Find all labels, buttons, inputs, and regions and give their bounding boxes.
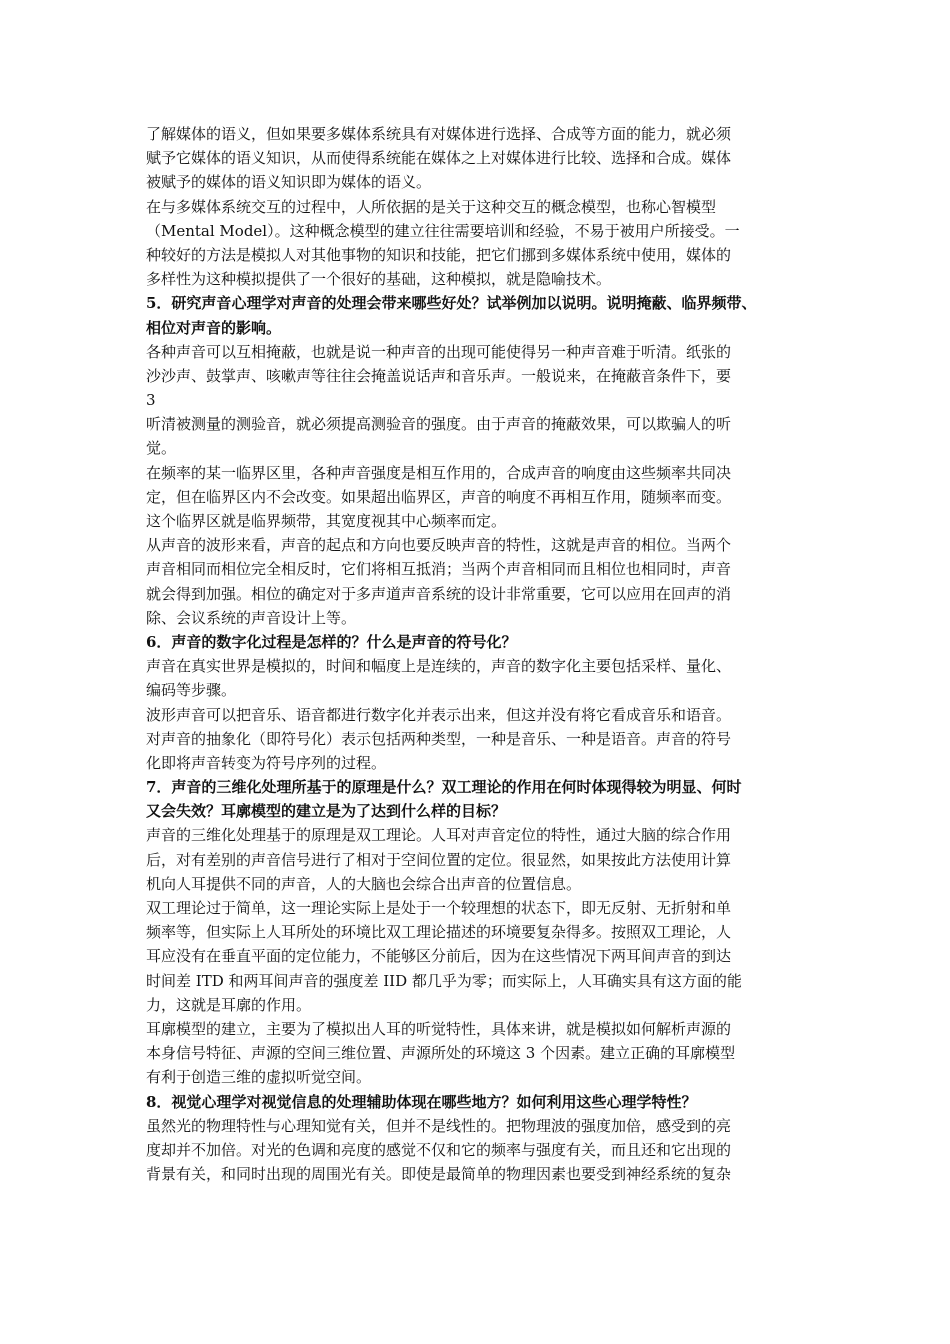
text-line: 种较好的方法是模拟人对其他事物的知识和技能，把它们挪到多媒体系统中使用，媒体的 (146, 245, 732, 264)
text-line: 赋予它媒体的语义知识，从而使得系统能在媒体之上对媒体进行比较、选择和合成。媒体 (146, 149, 732, 168)
text-line: 声音在真实世界是模拟的，时间和幅度上是连续的，声音的数字化主要包括采样、量化、 (146, 657, 732, 676)
text-line: 从声音的波形来看，声音的起点和方向也要反映声音的特性，这就是声音的相位。当两个 (146, 536, 732, 555)
text-line: 频率等，但实际上人耳所处的环境比双工理论描述的环境要复杂得多。按照双工理论，人 (146, 923, 732, 942)
text-line: 虽然光的物理特性与心理知觉有关，但并不是线性的。把物理波的强度加倍，感受到的亮 (146, 1116, 732, 1135)
text-line: 对声音的抽象化（即符号化）表示包括两种类型，一种是音乐、一种是语音。声音的符号 (146, 729, 732, 748)
text-line: 双工理论过于简单，这一理论实际上是处于一个较理想的状态下，即无反射、无折射和单 (146, 899, 732, 917)
text-line: 沙沙声、鼓掌声、咳嗽声等往往会掩盖说话声和音乐声。一般说来，在掩蔽音条件下，要 (146, 366, 732, 385)
text-line: 定，但在临界区内不会改变。如果超出临界区，声音的响度不再相互作用，随频率而变。 (146, 487, 732, 506)
text-line: 化即将声音转变为符号序列的过程。 (146, 753, 387, 772)
text-line: 3 (146, 391, 156, 410)
text-line: 力，这就是耳廓的作用。 (146, 995, 312, 1014)
text-line: 觉。 (146, 439, 177, 458)
document-body (146, 122, 816, 1186)
text-line: 听清被测量的测验音，就必须提高测验音的强度。由于声音的掩蔽效果，可以欺骗人的听 (146, 415, 732, 434)
text-line: 时间差 ITD 和两耳间声音的强度差 IID 都几乎为零；而实际上，人耳确实具有这方面的能 (146, 971, 742, 990)
question-heading-line: 6．声音的数字化过程是怎样的？什么是声音的符号化？ (146, 632, 517, 651)
text-line: 耳应没有在垂直平面的定位能力，不能够区分前后，因为在这些情况下两耳间声音的到达 (146, 947, 732, 966)
text-line: 就会得到加强。相位的确定对于多声道声音系统的设计非常重要，它可以应用在回声的消 (146, 584, 732, 603)
question-heading-line: 又会失效？耳廓模型的建立是为了达到什么样的目标？ (146, 802, 507, 821)
text-line: 背景有关，和同时出现的周围光有关。即使是最简单的物理因素也要受到神经系统的复杂 (146, 1165, 732, 1184)
text-line: 被赋予的媒体的语义知识即为媒体的语义。 (146, 173, 432, 192)
text-line: 后，对有差别的声音信号进行了相对于空间位置的定位。很显然，如果按此方法使用计算 (146, 850, 732, 869)
text-line: 本身信号特征、声源的空间三维位置、声源所处的环境这 3 个因素。建立正确的耳廓模型 (146, 1044, 736, 1063)
text-line: 这个临界区就是临界频带，其宽度视其中心频率而定。 (146, 512, 507, 530)
text-line: 度却并不加倍。对光的色调和亮度的感觉不仅和它的频率与强度有关，而且还和它出现的 (146, 1140, 732, 1159)
question-heading-line: 8．视觉心理学对视觉信息的处理辅助体现在哪些地方？如何利用这些心理学特性？ (146, 1092, 697, 1111)
text-line: 声音相同而相位完全相反时，它们将相互抵消；当两个声音相同而且相位也相同时，声音 (146, 560, 732, 579)
text-line: 机向人耳提供不同的声音，人的大脑也会综合出声音的位置信息。 (146, 874, 582, 893)
question-heading-line: 7．声音的三维化处理所基于的原理是什么？双工理论的作用在何时体现得较为明显、何时 (146, 778, 742, 797)
text-line: 耳廓模型的建立，主要为了模拟出人耳的听觉特性，具体来讲，就是模拟如何解析声源的 (146, 1019, 732, 1038)
text-line: 除、会议系统的声音设计上等。 (146, 608, 357, 627)
text-line: 了解媒体的语义，但如果要多媒体系统具有对媒体进行选择、合成等方面的能力，就必须 (146, 125, 732, 143)
text-line: 各种声音可以互相掩蔽，也就是说一种声音的出现可能使得另一种声音难于听清。纸张的 (146, 342, 732, 361)
text-line: 有利于创造三维的虚拟听觉空间。 (146, 1068, 372, 1087)
text-line: 在频率的某一临界区里，各种声音强度是相互作用的，合成声音的响度由这些频率共同决 (146, 463, 732, 482)
text-line: 在与多媒体系统交互的过程中，人所依据的是关于这种交互的概念模型，也称心智模型 (146, 197, 717, 216)
text-line: 声音的三维化处理基于的原理是双工理论。人耳对声音定位的特性，通过大脑的综合作用 (146, 826, 732, 845)
text-line: 波形声音可以把音乐、语音都进行数字化并表示出来，但这并没有将它看成音乐和语音。 (146, 705, 732, 724)
text-line: 多样性为这种模拟提供了一个很好的基础，这种模拟，就是隐喻技术。 (146, 270, 612, 289)
text-line: （Mental Model）。这种概念模型的建立往往需要培训和经验，不易于被用户所接受。一 (146, 221, 740, 240)
question-heading-line: 相位对声音的影响。 (146, 318, 282, 337)
question-heading-line: 5．研究声音心理学对声音的处理会带来哪些好处？试举例加以说明。说明掩蔽、临界频带、 (146, 294, 757, 313)
text-line: 编码等步骤。 (146, 681, 237, 700)
